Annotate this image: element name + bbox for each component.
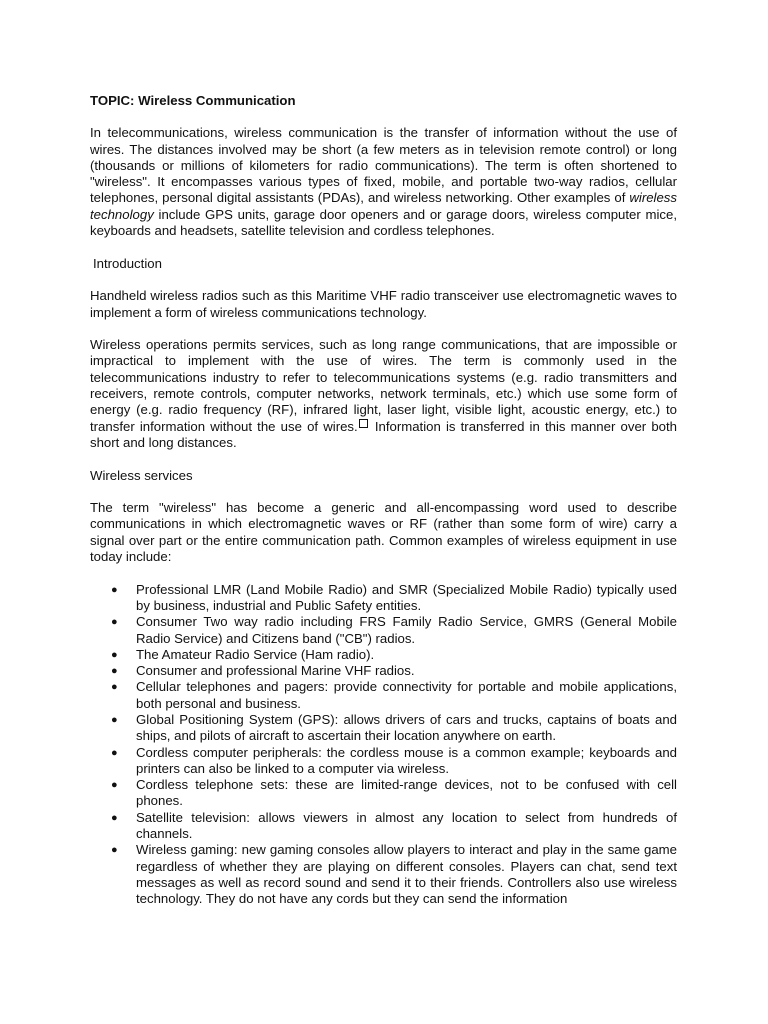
list-item — [90, 745, 677, 778]
bullet-icon: ● — [111, 811, 118, 824]
document-body — [90, 93, 677, 908]
list-item-text: Wireless gaming: new gaming consoles allow players to interact and play in the same game regardless of whether they are playing on different consoles. Players can chat, send text messages as well as record sound and send it to their friends. Controllers also use wireless technology. They do not have any cords but they can send the information — [136, 842, 677, 907]
bullet-icon: ● — [111, 616, 118, 629]
list-item-text: Cordless computer peripherals: the cordless mouse is a common example; keyboards and printers can also be linked to a computer via wireless. — [136, 744, 677, 776]
bullet-icon: ● — [111, 713, 118, 726]
introduction-paragraph-1: Handheld wireless radios such as this Maritime VHF radio transceiver use electromagnetic waves to implement a form of wireless communications technology. — [90, 288, 677, 320]
intro-italic-term: wireless technology — [90, 190, 677, 222]
document-title: TOPIC: Wireless Communication — [90, 93, 296, 108]
list-item-text: Cellular telephones and pagers: provide connectivity for portable and mobile applications, both personal and business. — [136, 679, 677, 711]
bullet-icon: ● — [111, 746, 118, 759]
list-item-text: Consumer Two way radio including FRS Family Radio Service, GMRS (General Mobile Radio Service) and Citizens band ("CB") radios. — [136, 614, 677, 646]
list-item-text: Professional LMR (Land Mobile Radio) and SMR (Specialized Mobile Radio) typically used by business, industrial and Public Safety entities. — [136, 581, 677, 613]
list-item-text: The Amateur Radio Service (Ham radio). — [136, 646, 375, 662]
list-item — [90, 614, 677, 647]
section-heading-introduction: Introduction — [93, 255, 162, 271]
introduction-paragraph-2-text-1: Wireless operations permits services, such as long range communications, that are impossible or impractical to implement with the use of wires. The term is commonly used in the telecommunications industry to refer to telecommunications systems (e.g. radio transmitters and receivers, remote controls, computer networks, network terminals, etc.) which use some form of energy (e.g. radio frequency (RF), infrared light, laser light, visible light, acoustic energy, etc.) to transfer information without the use of wires. — [90, 337, 677, 434]
section-heading-wireless-services: Wireless services — [90, 467, 193, 483]
list-item — [90, 810, 677, 843]
list-item — [90, 679, 677, 712]
services-paragraph: The term "wireless" has become a generic and all-encompassing word used to describe communications in which electromagnetic waves or RF (rather than some form of wire) carry a signal over part or the entire communication path. Common examples of wireless equipment in use today include: — [90, 500, 677, 565]
intro-text-part-1: In telecommunications, wireless communication is the transfer of information without the use of wires. The distances involved may be short (a few meters as in television remote control) or long (thousands or millions of kilometers for radio communications). The term is often shortened to "wireless". It encompasses various types of fixed, mobile, and portable two-way radios, cellular telephones, personal digital assistants (PDAs), and wireless networking. Other examples of — [90, 125, 677, 206]
intro-paragraph — [90, 125, 677, 239]
list-item-text: Cordless telephone sets: these are limited-range devices, not to be confused with cell phones. — [136, 777, 677, 809]
list-item — [90, 777, 677, 810]
list-item — [90, 582, 677, 615]
introduction-paragraph-2 — [90, 337, 677, 451]
bullet-icon: ● — [111, 665, 118, 678]
reference-mark-icon — [359, 419, 368, 428]
bullet-icon: ● — [111, 779, 118, 792]
list-item — [90, 842, 677, 907]
intro-text-part-2: include GPS units, garage door openers and or garage doors, wireless computer mice, keyboards and headsets, satellite television and cordless telephones. — [90, 206, 677, 239]
wireless-equipment-list — [90, 582, 677, 908]
list-item — [90, 663, 677, 679]
bullet-icon: ● — [111, 648, 118, 661]
bullet-icon: ● — [111, 844, 118, 857]
bullet-icon: ● — [111, 583, 118, 596]
list-item — [90, 647, 677, 663]
introduction-paragraph-2-text-2: Information is transferred in this manner over both short and long distances. — [90, 418, 677, 450]
list-item-text: Satellite television: allows viewers in almost any location to select from hundreds of channels. — [136, 809, 677, 842]
list-item-text: Consumer and professional Marine VHF radios. — [136, 663, 415, 679]
list-item-text: Global Positioning System (GPS): allows drivers of cars and trucks, captains of boats and ships, and pilots of aircraft to ascertain their location anywhere on earth. — [136, 711, 677, 744]
list-item — [90, 712, 677, 745]
bullet-icon: ● — [111, 681, 118, 694]
